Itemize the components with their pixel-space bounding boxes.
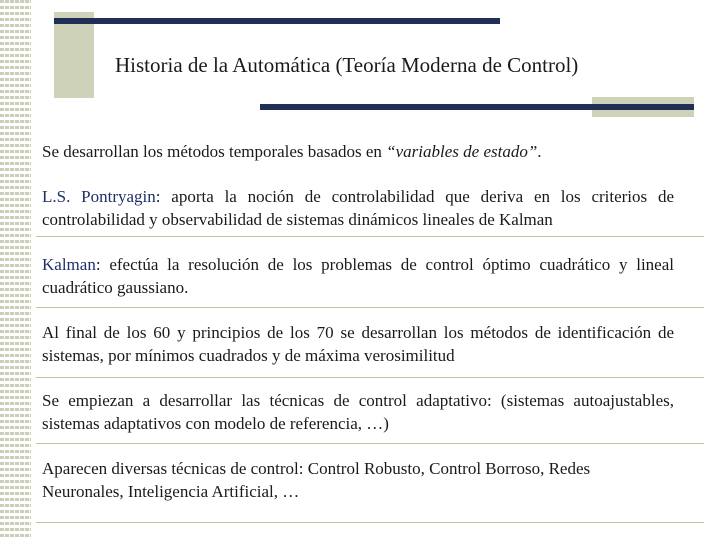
title-top-bar	[54, 18, 500, 24]
paragraph-adaptive-control: Se empiezan a desarrollar las técnicas de control adaptativo: (sistemas autoajustables, sistemas adaptativos con modelo de referencia, …)	[42, 391, 674, 433]
paragraph-control-techniques: Aparecen diversas técnicas de control: Control Robusto, Control Borroso, Redes Neuronales, Inteligencia Artificial, …	[42, 459, 591, 501]
slide-title: Historia de la Automática (Teoría Moderna de Control)	[115, 53, 579, 77]
paragraph-text: Se desarrollan los métodos temporales basados en	[42, 142, 387, 161]
title-bottom-bar	[260, 104, 694, 110]
person-name: Kalman	[42, 255, 96, 274]
paragraph-text: : efectúa la resolución de los problemas de control óptimo cuadrático y lineal cuadrático gaussiano.	[42, 255, 674, 297]
paragraph-pontryagin	[42, 185, 674, 231]
slide-body	[42, 140, 674, 525]
person-name: L.S. Pontryagin	[42, 187, 156, 206]
divider	[36, 236, 704, 237]
title-accent-block	[54, 12, 94, 98]
paragraph-text: : aporta la noción de controlabilidad que deriva en los criterios de controlabilidad y observabilidad de sistemas dinámicos lineales de Kalman	[42, 187, 675, 229]
paragraph-identification: Al final de los 60 y principios de los 70 se desarrollan los métodos de identificación de sistemas, por mínimos cuadrados y de máxima verosimilitud	[42, 323, 674, 365]
paragraph-kalman	[42, 253, 674, 299]
paragraph-text-end: .	[537, 142, 542, 161]
paragraph-state-variables	[42, 140, 674, 163]
divider	[36, 377, 704, 378]
divider	[36, 307, 704, 308]
left-decorative-stripe	[0, 0, 32, 540]
emphasis-text: “variables de estado”	[386, 142, 538, 161]
divider	[36, 443, 704, 444]
divider	[36, 522, 704, 523]
